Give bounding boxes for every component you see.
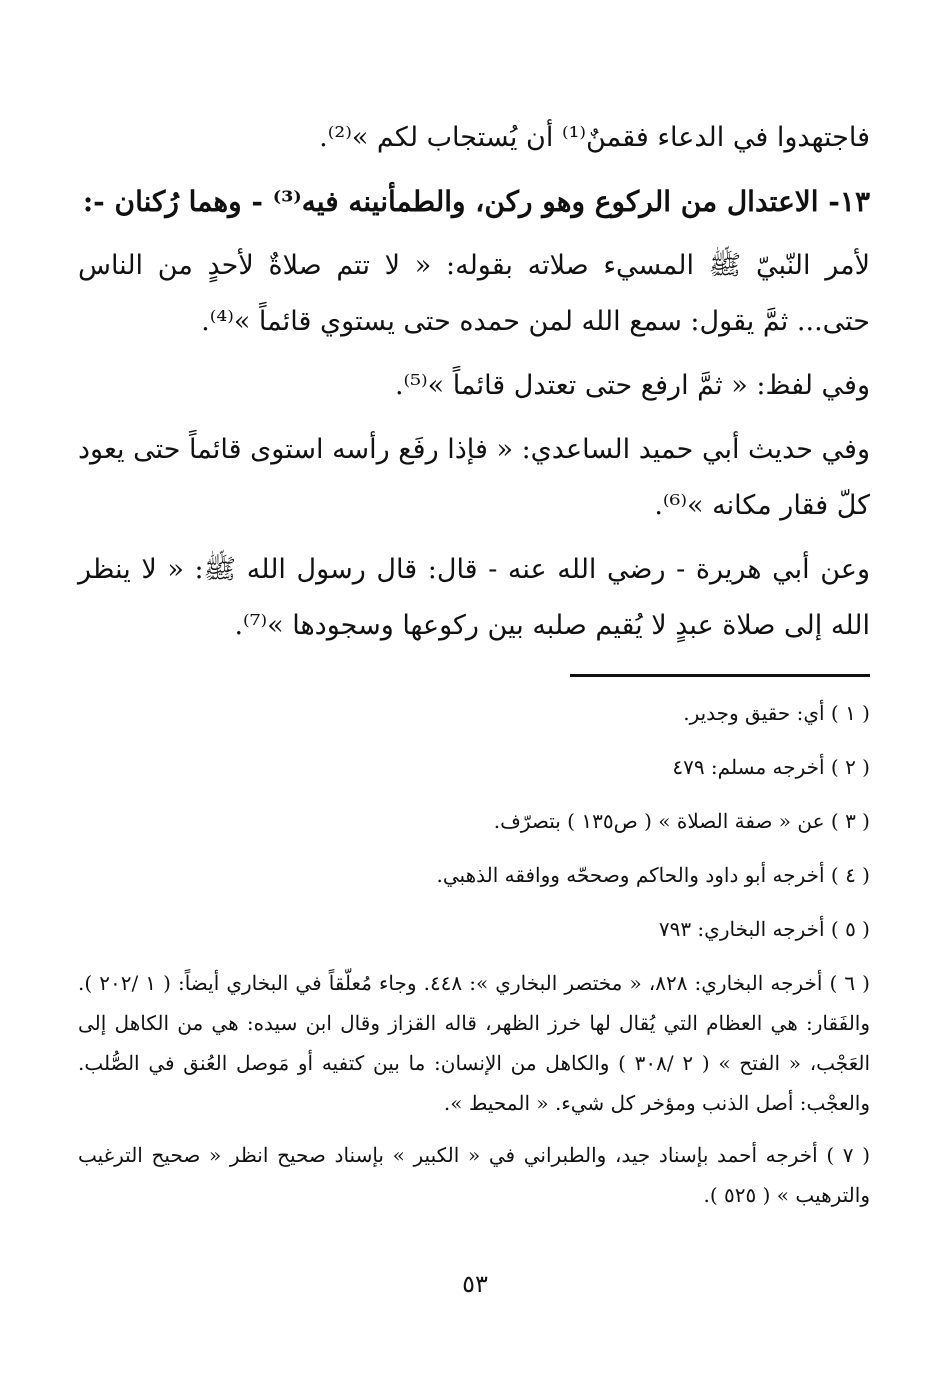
footnote-4: ( ٤ ) أخرجه أبو داود والحاكم وصححّه ووافقه الذهبي. <box>436 863 870 887</box>
page-content <box>78 110 870 1227</box>
paragraph-1: فاجتهدوا في الدعاء فقمنٌ⁽¹⁾ أن يُستجاب لكم »⁽²⁾. <box>319 122 870 153</box>
footnote-6: ( ٦ ) أخرجه البخاري: ٨٢٨، « مختصر البخاري »: ٤٤٨. وجاء مُعلّقاً في البخاري أيضاً: ( ١ /٢٠٢ ). والفَقار: هي العظام التي يُقال لها خرز الظهر، قاله القزاز وقال ابن سيده: هي من الكاهل إلى العَجْب، « الفتح » ( ٢ /٣٠٨ ) والكاهل من الإنسان: ما بين كتفيه أو مَوصل العُنق في الصُّلب. والعجْب: أصل الذنب ومؤخر كل شيء. « المحيط ». <box>78 971 870 1115</box>
paragraph-3: وفي لفظ: « ثمَّ ارفع حتى تعتدل قائماً »⁽⁵⁾. <box>394 370 870 401</box>
section-heading: ١٣- الاعتدال من الركوع وهو ركن، والطمأنينه فيه⁽³⁾ - وهما رُكنان -: <box>82 185 870 218</box>
footnote-5: ( ٥ ) أخرجه البخاري: ٧٩٣ <box>658 917 870 941</box>
page-number: ٥٣ <box>462 1270 488 1298</box>
paragraph-2: لأمر النّبيّ ﷺ المسيء صلاته بقوله: « لا تتم صلاةٌ لأحدٍ من الناس حتى... ثمَّ يقول: سمع الله لمن حمده حتى يستوي قائماً »⁽⁴⁾. <box>78 250 870 337</box>
footnote-3: ( ٣ ) عن « صفة الصلاة » ( ص١٣٥ ) بتصرّف. <box>493 809 870 833</box>
paragraph-5: وعن أبي هريرة - رضي الله عنه - قال: قال رسول الله ﷺ: « لا ينظر الله إلى صلاة عبدٍ لا يُقيم صلبه بين ركوعها وسجودها »⁽⁷⁾. <box>78 554 870 641</box>
footnotes <box>78 693 870 1215</box>
footnote-divider <box>570 674 870 677</box>
footnote-1: ( ١ ) أي: حقيق وجدير. <box>683 701 870 725</box>
footnote-2: ( ٢ ) أخرجه مسلم: ٤٧٩ <box>672 755 870 779</box>
paragraph-4: وفي حديث أبي حميد الساعدي: « فإذا رفَع رأسه استوى قائماً حتى يعود كلّ فقار مكانه »⁽⁶⁾. <box>78 434 870 521</box>
footnote-7: ( ٧ ) أخرجه أحمد بإسناد جيد، والطبراني في « الكبير » بإسناد صحيح انظر « صحيح الترغيب والترهيب » ( ٥٢٥ ). <box>78 1143 870 1207</box>
